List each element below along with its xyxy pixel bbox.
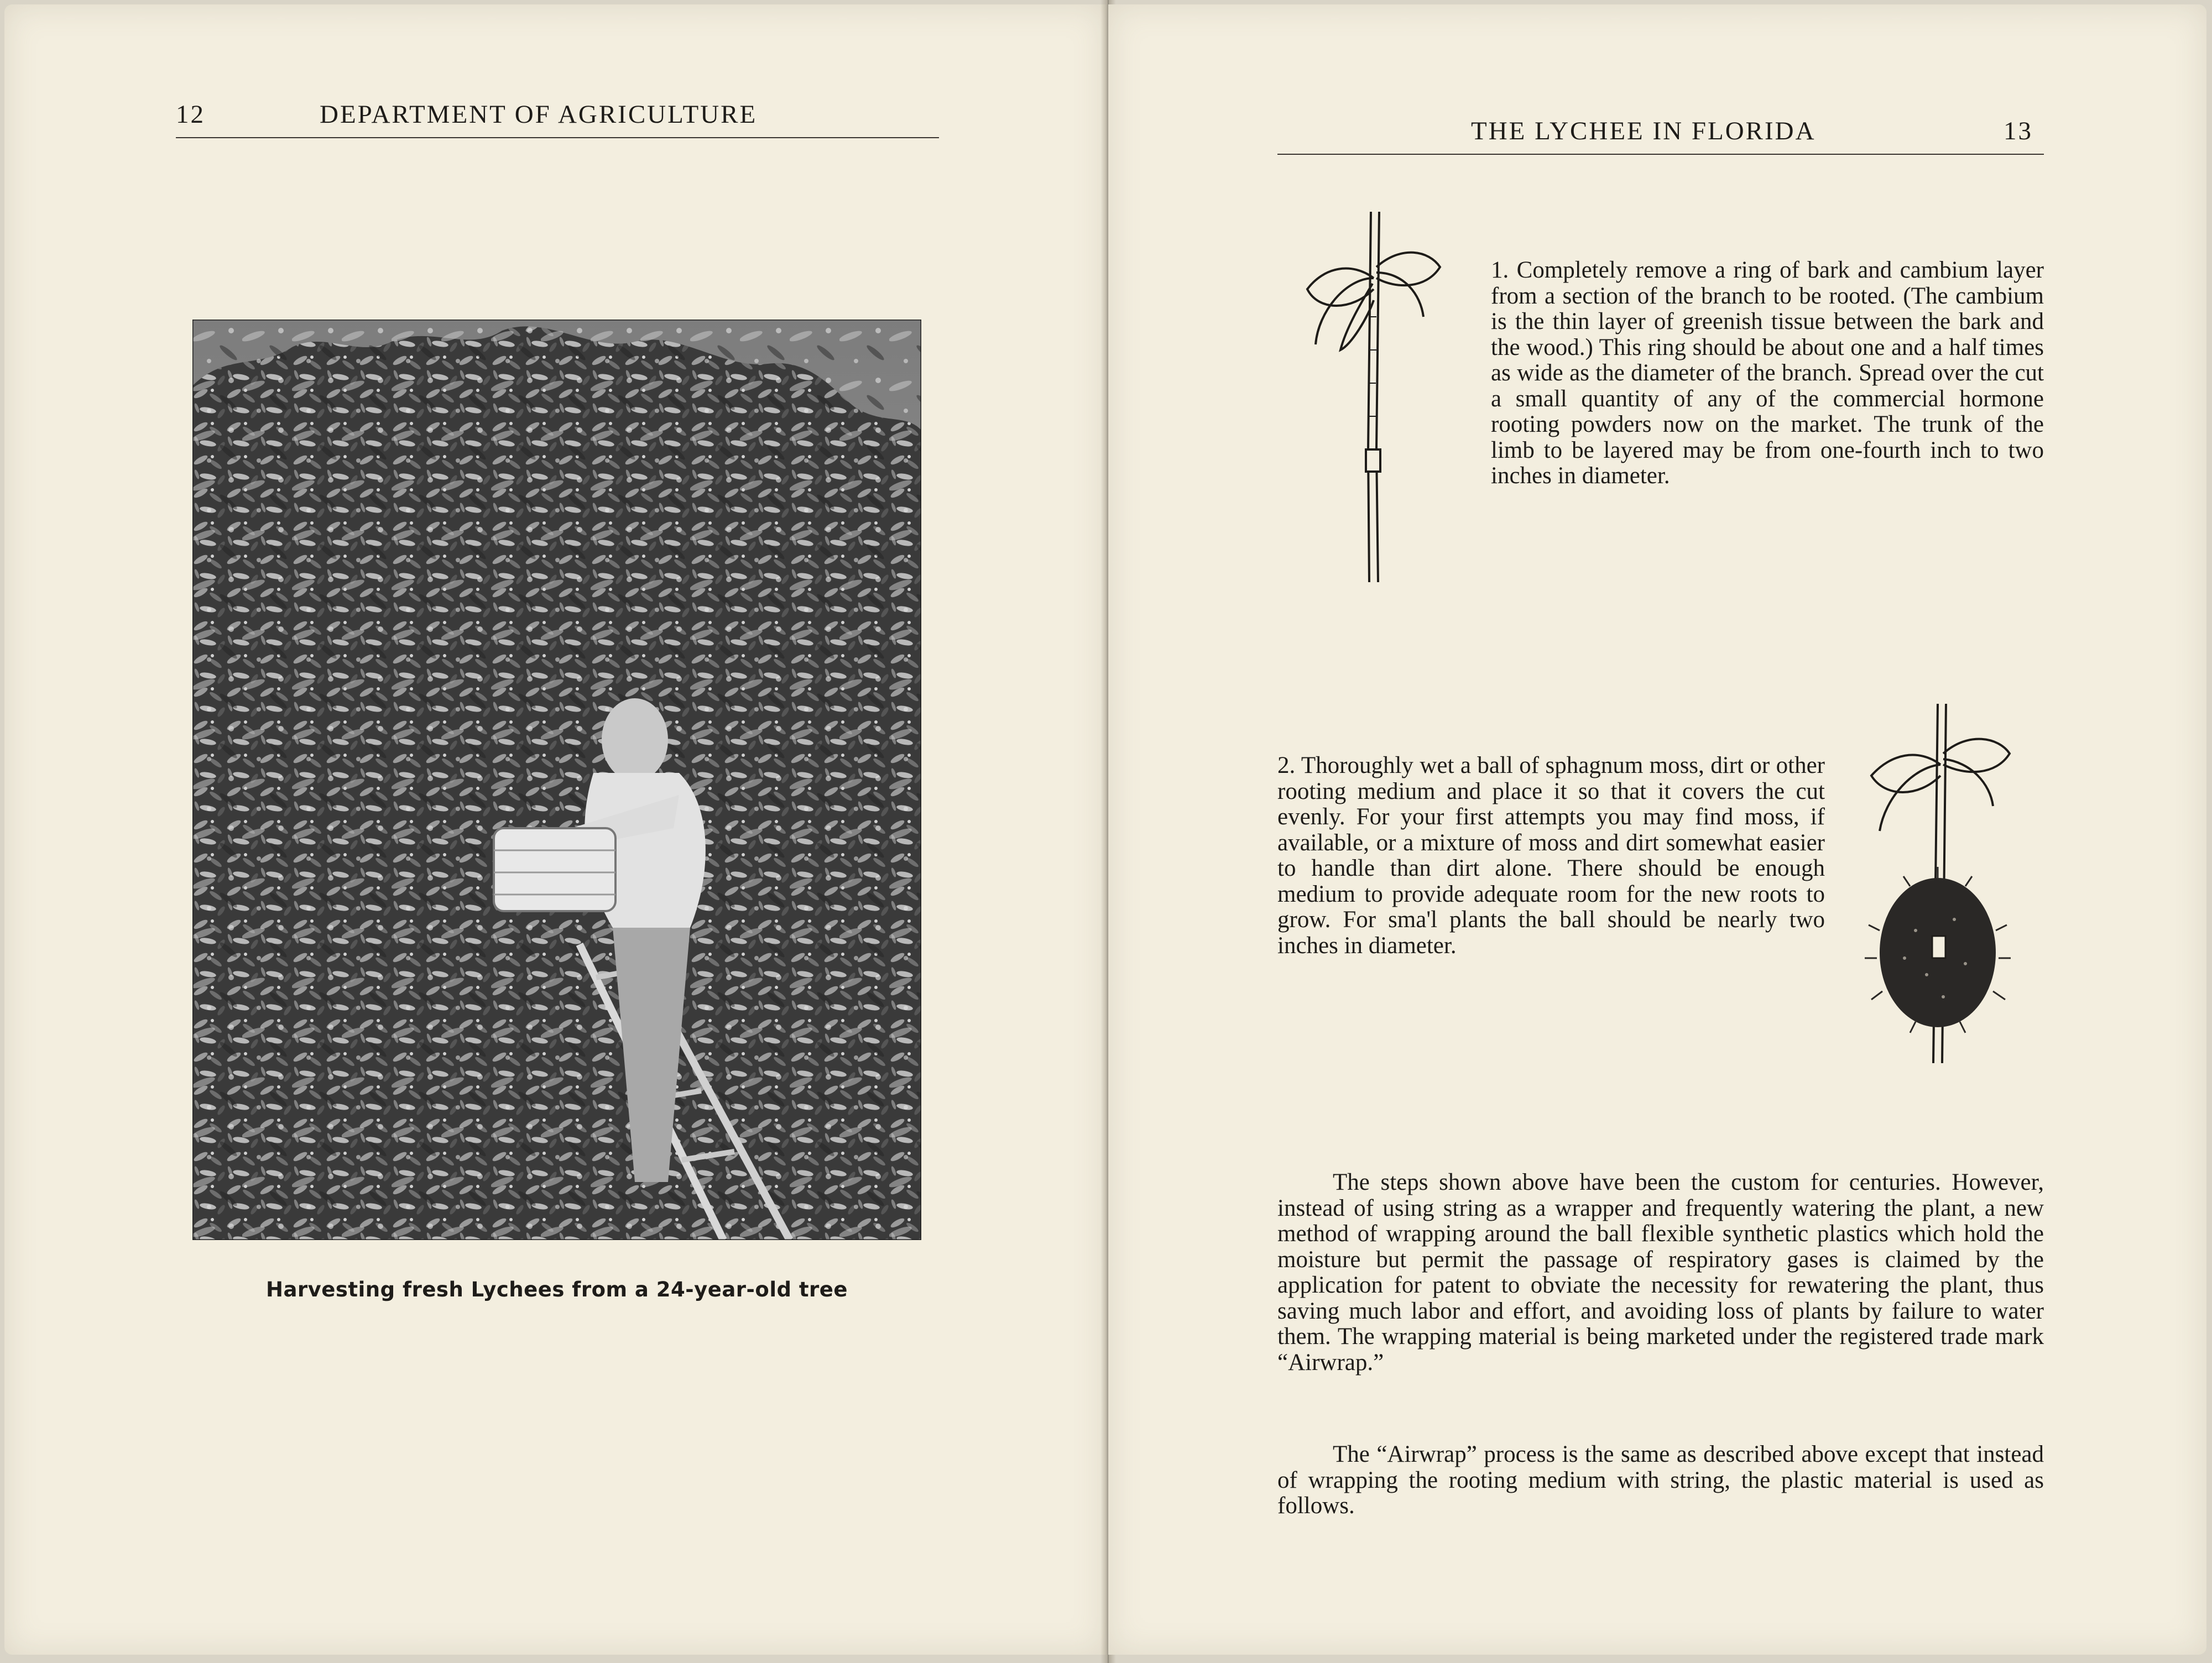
right-running-head: THE LYCHEE IN FLORIDA xyxy=(1471,117,1816,145)
left-running-header xyxy=(176,87,939,138)
right-page-number: 13 xyxy=(2004,117,2033,145)
photo-caption: Harvesting fresh Lychees from a 24-year-old tree xyxy=(266,1278,848,1301)
right-running-header xyxy=(1277,104,2044,155)
right-page xyxy=(1108,4,2206,1655)
branch-bark-ring-illustration xyxy=(1285,206,1451,593)
left-running-head: DEPARTMENT OF AGRICULTURE xyxy=(320,100,758,129)
photo-image xyxy=(192,320,921,1240)
left-page-number: 12 xyxy=(176,100,205,129)
paragraph-airwrap-process: The “Airwrap” process is the same as described above except that instead of wrapping the rooting medium with string, the plastic material is used as follows. xyxy=(1277,1441,2044,1519)
branch-moss-ball-illustration xyxy=(1860,698,2026,1074)
left-page xyxy=(4,4,1106,1655)
step-2-text: 2. Thoroughly wet a ball of sphagnum moss, dirt or other rooting medium and place it so that it covers the cut evenly. For your first attempts you may find moss, if available, or a mixture of moss and dirt somewhat easier to handle than dirt alone. There should be enough medium to provide adequate room for the new roots to grow. For sma'l plants the ball should be nearly two inches in diameter. xyxy=(1277,752,1825,959)
lychee-harvest-photo xyxy=(192,320,921,1240)
paragraph-airwrap-intro: The steps shown above have been the custom for centuries. However, instead of using string as a wrapper and frequently watering the plant, a new method of wrapping around the ball flexible synthetic plastics which hold the moisture but permit the passage of respiratory gases is claimed by the application for patent to obviate the necessity for rewatering the plant, thus saving much labor and effort, and avoiding loss of plants by failure to water them. The wrapping material is being marketed under the registered trade mark “Airwrap.” xyxy=(1277,1169,2044,1376)
step-1-text: 1. Completely remove a ring of bark and cambium layer from a section of the branch to be rooted. (The cambium is the thin layer of greenish tissue between the bark and the wood.) This ring should be about one and a half times as wide as the diameter of the branch. Spread over the cut a small quantity of any of the commercial hormone rooting powders now on the market. The trunk of the limb to be layered may be from one-fourth inch to two inches in diameter. xyxy=(1491,257,2044,489)
